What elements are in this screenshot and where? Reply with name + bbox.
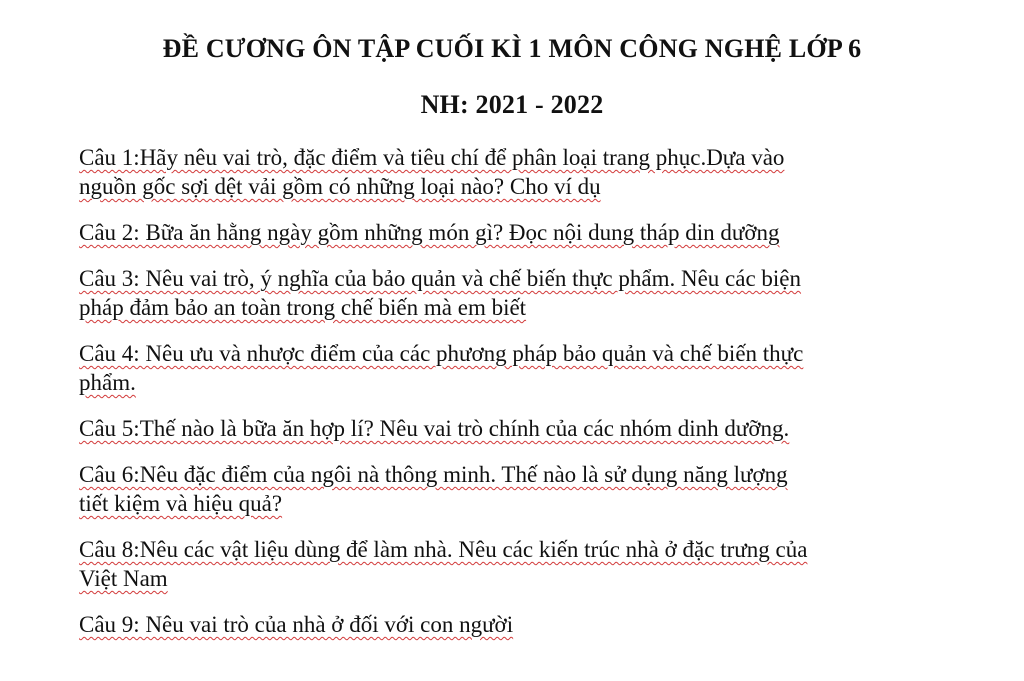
question-line: Câu 8:Nêu các vật liệu dùng để làm nhà. Nêu các kiến trúc nhà ở đặc trưng của: [79, 537, 808, 562]
question-line: Câu 9: Nêu vai trò của nhà ở đối với con người: [79, 612, 514, 637]
question-line: nguồn gốc sợi dệt vải gồm có những loại nào? Cho ví dụ: [79, 174, 601, 199]
question-item: [79, 218, 939, 247]
question-item: [79, 535, 939, 593]
question-line: pháp đảm bảo an toàn trong chế biến mà em biết: [79, 295, 527, 320]
document-title: ĐỀ CƯƠNG ÔN TẬP CUỐI KÌ 1 MÔN CÔNG NGHỆ LỚP 6: [162, 34, 862, 63]
question-line: Câu 2: Bữa ăn hằng ngày gồm những món gì? Đọc nội dung tháp din dưỡng: [79, 220, 780, 245]
question-line: Câu 5:Thế nào là bữa ăn hợp lí? Nêu vai trò chính của các nhóm dinh dưỡng.: [79, 416, 790, 441]
question-item: [79, 610, 939, 639]
question-item: [79, 460, 939, 518]
question-item: [79, 264, 939, 322]
question-line: Việt Nam: [79, 566, 168, 591]
question-item: [79, 143, 939, 201]
question-line: tiết kiệm và hiệu quả?: [79, 491, 283, 516]
question-line: phẩm.: [79, 370, 136, 395]
question-item: [79, 414, 939, 443]
question-line: Câu 3: Nêu vai trò, ý nghĩa của bảo quản và chế biến thực phẩm. Nêu các biện: [79, 266, 802, 291]
question-line: Câu 6:Nêu đặc điểm của ngôi nà thông minh. Thế nào là sử dụng năng lượng: [79, 462, 788, 487]
question-line: Câu 4: Nêu ưu và nhược điểm của các phương pháp bảo quản và chế biến thực: [79, 341, 804, 366]
question-line: Câu 1:Hãy nêu vai trò, đặc điểm và tiêu chí để phân loại trang phục.Dựa vào: [79, 145, 785, 170]
question-item: [79, 339, 939, 397]
school-year-subtitle: NH: 2021 - 2022: [420, 90, 604, 119]
question-list: [79, 143, 939, 639]
